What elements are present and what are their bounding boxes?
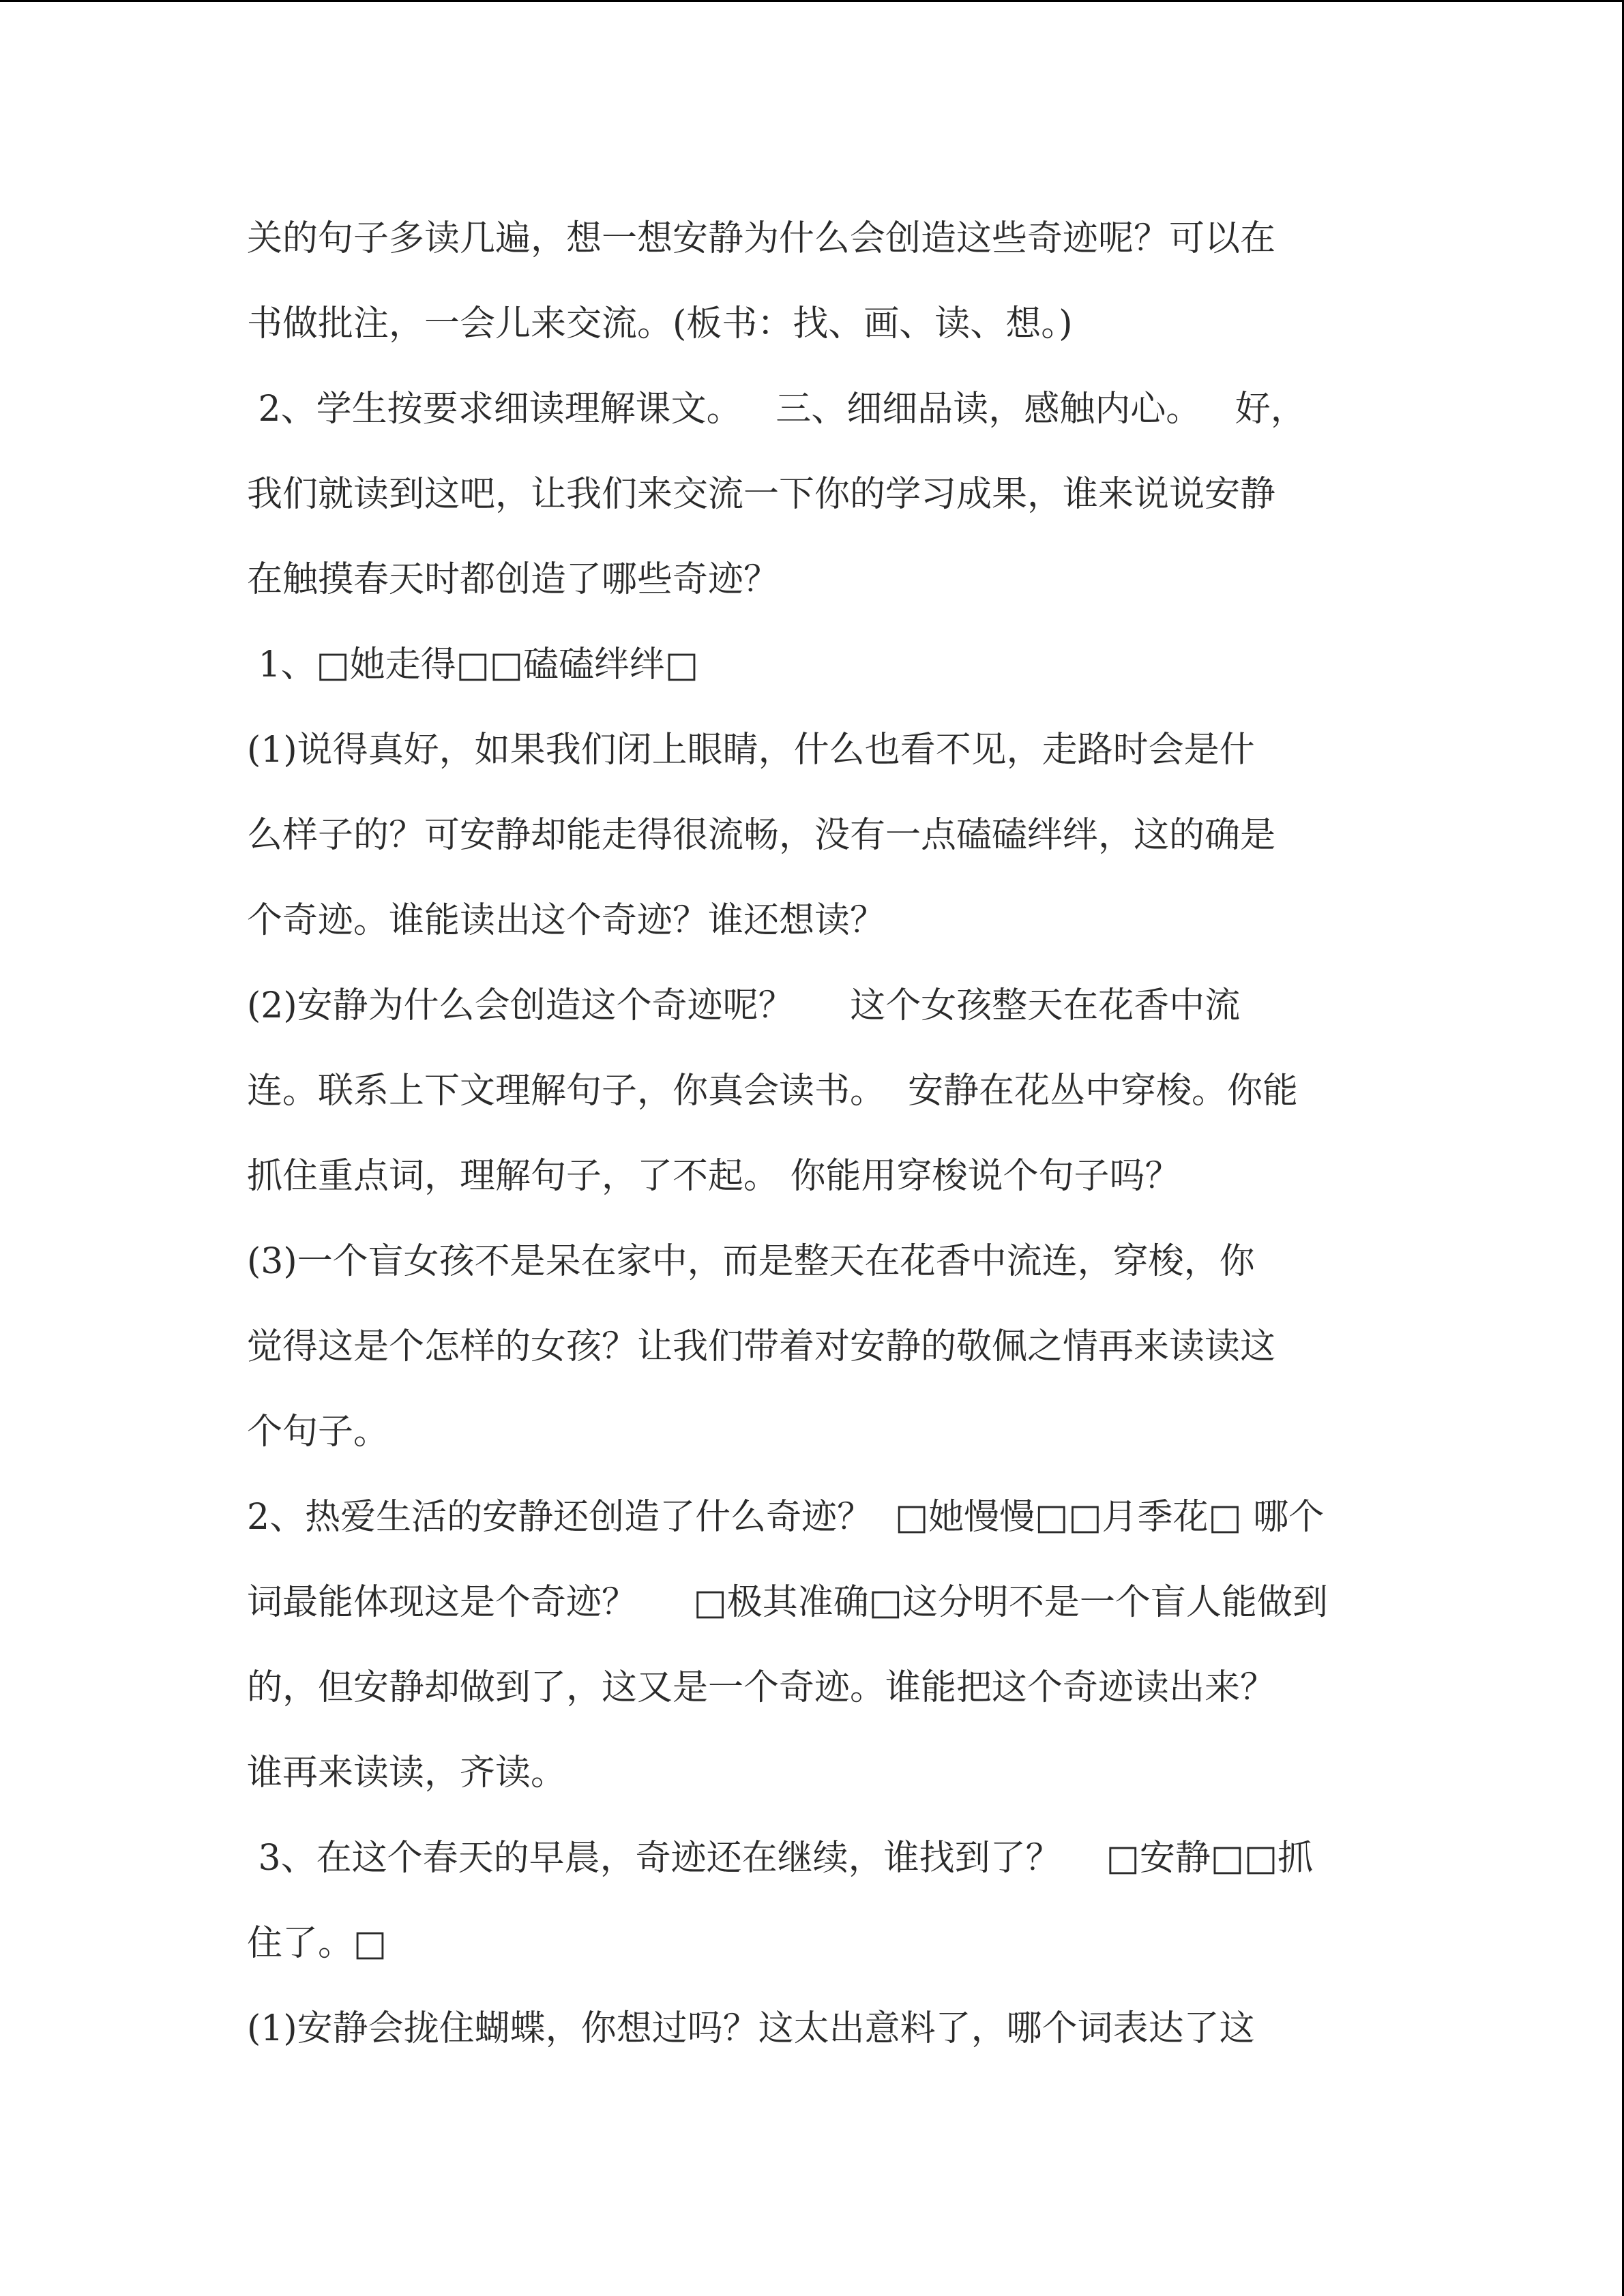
text-line: 的，但安静却做到了，这又是一个奇迹。谁能把这个奇迹读出来？	[247, 1667, 1276, 1708]
page-border-top	[0, 0, 1624, 2]
text-line: 抓住重点词，理解句子，了不起。 你能用穿梭说个句子吗？	[247, 1156, 1181, 1197]
text-line: (3)一个盲女孩不是呆在家中，而是整天在花香中流连，穿梭，你	[247, 1241, 1255, 1282]
text-line: 词最能体现这是个奇迹？ □极其准确□这分明不是一个盲人能做到	[247, 1582, 1328, 1623]
text-line: 3、在这个春天的早晨，奇迹还在继续，谁找到了？ □安静□□抓	[247, 1838, 1314, 1879]
text-line: 个奇迹。谁能读出这个奇迹？谁还想读？	[247, 900, 886, 941]
text-line: 关的句子多读几遍，想一想安静为什么会创造这些奇迹呢？可以在	[247, 218, 1276, 259]
text-line: 谁再来读读，齐读。	[247, 1753, 567, 1793]
text-line: 书做批注，一会儿来交流。(板书：找、画、读、想。)	[247, 303, 1073, 344]
text-line: 2、学生按要求细读理解课文。 三、细细品读，感触内心。 好，	[247, 389, 1306, 430]
text-line: 觉得这是个怎样的女孩？让我们带着对安静的敬佩之情再来读读这	[247, 1326, 1276, 1367]
text-line: 个句子。	[247, 1412, 389, 1452]
text-line: (1)安静会拢住蝴蝶，你想过吗？这太出意料了，哪个词表达了这	[247, 2008, 1255, 2049]
text-line: 1、□她走得□□磕磕绊绊□	[247, 644, 699, 685]
text-line: 么样子的？可安静却能走得很流畅，没有一点磕磕绊绊，这的确是	[247, 815, 1276, 856]
text-line: 住了。□	[247, 1923, 387, 1964]
document-body	[247, 211, 1393, 2087]
text-line: 我们就读到这吧，让我们来交流一下你的学习成果，谁来说说安静	[247, 474, 1276, 515]
text-line: 在触摸春天时都创造了哪些奇迹？	[247, 559, 780, 600]
text-line: (2)安静为什么会创造这个奇迹呢？ 这个女孩整天在花香中流	[247, 985, 1241, 1026]
text-line: 连。联系上下文理解句子，你真会读书。 安静在花丛中穿梭。你能	[247, 1071, 1299, 1112]
text-line: (1)说得真好，如果我们闭上眼睛，什么也看不见，走路时会是什	[247, 730, 1255, 771]
text-line: 2、热爱生活的安静还创造了什么奇迹？ □她慢慢□□月季花□ 哪个	[247, 1497, 1325, 1538]
